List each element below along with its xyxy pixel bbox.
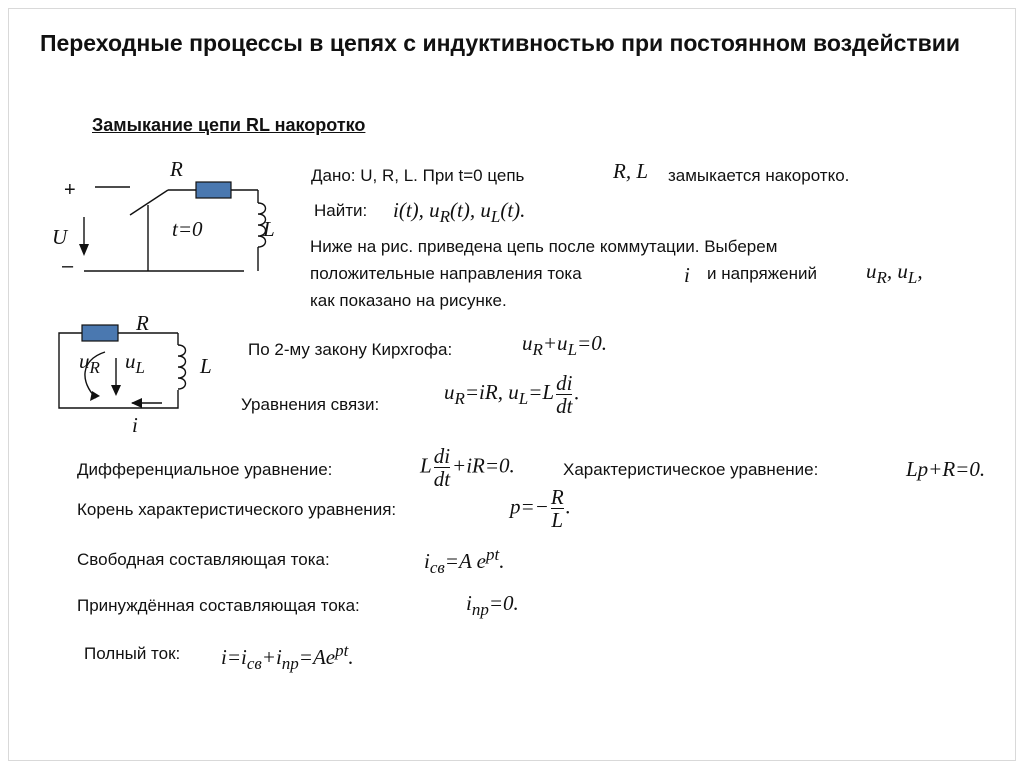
relations-label: Уравнения связи: xyxy=(241,395,380,414)
circuit2-label-uR: $u_R$ xyxy=(79,349,100,378)
circuit1-label-L: L xyxy=(263,217,275,241)
kirchhoff-formula: $u_R+u_L=0$. xyxy=(522,331,607,360)
circuit1-label-switch: t=0 xyxy=(172,217,203,241)
below-line-2: положительные направления тока xyxy=(310,264,582,283)
section-subtitle: Замыкание цепи RL накоротко xyxy=(92,115,366,135)
circuit1-label-R: R xyxy=(170,157,183,181)
diffeq-formula: L $\frac{di}{dt}$ +iR=0. xyxy=(420,444,515,491)
find-formula: i(t), $u_R(t)$, $u_L(t)$. xyxy=(393,198,526,227)
below-current-symbol: i xyxy=(684,263,690,287)
free-formula: $i_{св}=A$ $e^{pt}$. xyxy=(424,545,505,578)
circuit2-label-uL: $u_L$ xyxy=(125,349,145,378)
total-formula: $i=i_{св}+i_{пр}=Ae^{pt}$. xyxy=(221,641,354,674)
below-voltages-formula: $u_R$, $u_L$, xyxy=(866,259,923,288)
page-title: Переходные процессы в цепях с индуктивностью при постоянном воздействии xyxy=(39,30,961,56)
circuit2-label-L: L xyxy=(200,354,212,378)
given-text: Дано: U, R, L. При t=0 цепь xyxy=(311,166,525,185)
root-label: Корень характеристического уравнения: xyxy=(77,500,397,519)
kirchhoff-label: По 2-му закону Кирхгофа: xyxy=(248,340,453,359)
chareq-formula: Lp+R=0. xyxy=(906,457,986,481)
free-label: Свободная составляющая тока: xyxy=(77,550,330,569)
diffeq-label: Дифференциальное уравнение: xyxy=(77,460,333,479)
given-formula: R, L xyxy=(613,159,649,183)
circuit1-label-U: U xyxy=(52,225,68,249)
below-line-3: как показано на рисунке. xyxy=(310,291,507,310)
relations-formula: $u_R=iR$, $u_L=L$ $\frac{di}{dt}$ . xyxy=(444,371,580,418)
circuit2-label-i: i xyxy=(132,413,138,437)
below-line-2-b: и напряжений xyxy=(707,264,817,283)
root-formula: p=− $\frac{R}{L}$ . xyxy=(510,485,571,532)
circuit1-label-minus: – xyxy=(62,255,74,277)
circuit1-label-plus: + xyxy=(64,179,76,201)
chareq-label: Характеристическое уравнение: xyxy=(563,460,819,479)
total-label: Полный ток: xyxy=(84,644,181,663)
find-label: Найти: xyxy=(314,201,368,220)
forced-label: Принуждённая составляющая тока: xyxy=(77,596,360,615)
forced-formula: $i_{пр}=0$. xyxy=(466,591,519,620)
given-text-end: замыкается накоротко. xyxy=(668,166,850,185)
below-line-1: Ниже на рис. приведена цепь после коммутации. Выберем xyxy=(310,237,778,256)
circuit2-label-R: R xyxy=(136,311,149,335)
